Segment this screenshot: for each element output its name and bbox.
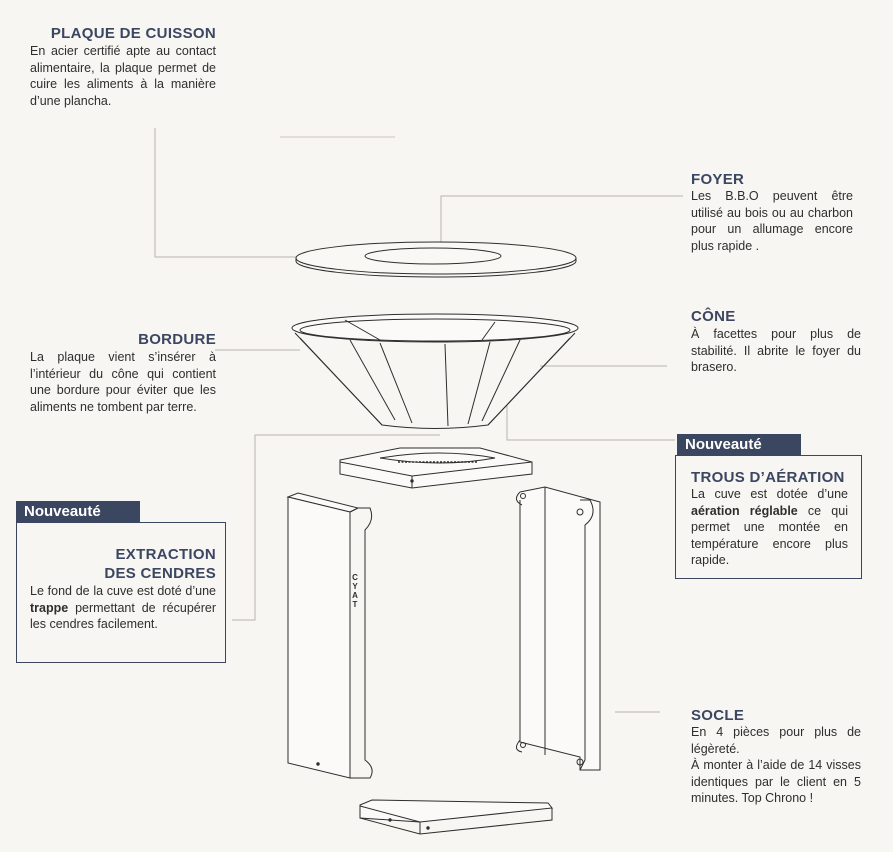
socle-description-line2: À monter à l’aide de 14 visses identiques par le client en 5 minutes. Top Chrono ! <box>691 758 861 806</box>
cone-drawing <box>292 314 578 429</box>
plaque-title: PLAQUE DE CUISSON <box>50 25 216 42</box>
socle-title: SOCLE <box>691 707 745 724</box>
extraction-title-line2: DES CENDRES <box>104 565 216 582</box>
aeration-new-badge: Nouveauté <box>677 434 801 456</box>
extraction-title-line1: EXTRACTION <box>115 546 216 563</box>
aeration-title: TROUS D’AÉRATION <box>691 469 845 486</box>
foyer-description: Les B.B.O peuvent être utilisé au bois ou au charbon pour un allumage encore plus rapide . <box>691 189 853 253</box>
bordure-title: BORDURE <box>138 331 216 348</box>
right-panel-drawing <box>516 487 600 770</box>
panel-logo: CYAT <box>352 573 358 609</box>
aeration-description: La cuve est dotée d’une aération réglable ce qui permet une montée en température encore plus rapide. <box>691 487 848 568</box>
cone-title: CÔNE <box>691 308 736 325</box>
base-plate-drawing <box>360 800 552 834</box>
plaque-description: En acier certifié apte au contact alimentaire, la plaque permet de cuire les aliments à la manière d’une plancha. <box>30 44 216 108</box>
cone-description: À facettes pour plus de stabilité. Il abrite le foyer du brasero. <box>691 327 861 375</box>
cooking-plate-drawing <box>296 242 576 277</box>
left-panel-drawing <box>288 493 372 778</box>
bordure-description: La plaque vient s’insérer à l’intérieur du cône qui contient une bordure pour éviter que les aliments ne tombent par terre. <box>30 350 216 414</box>
leader-lines <box>155 128 683 712</box>
foyer-title: FOYER <box>691 171 745 188</box>
tank-drawing <box>340 448 532 488</box>
extraction-description: Le fond de la cuve est doté d’une trappe permettant de récupérer les cendres facilement. <box>30 584 216 632</box>
extraction-new-badge: Nouveauté <box>16 501 140 523</box>
socle-description-line1: En 4 pièces pour plus de légèreté. <box>691 725 861 756</box>
